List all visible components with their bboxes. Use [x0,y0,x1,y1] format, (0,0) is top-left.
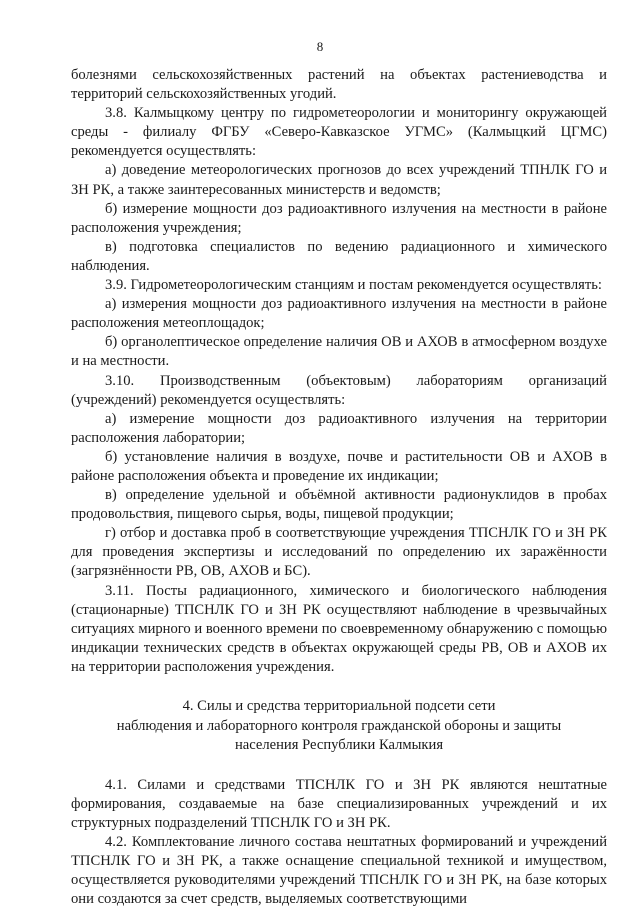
paragraph: б) измерение мощности доз радиоактивного излучения на местности в районе расположения учреждения; [71,200,607,238]
heading-line: населения Республики Калмыкия [71,736,607,756]
paragraph: 3.11. Посты радиационного, химического и биологического наблюдения (стационарные) ТПСНЛК ГО и ЗН РК осуществляют наблюдение в чрезвычайных ситуациях мирного и военного времени по своевременному обнаружению с помощью индикации технических средств в объектах окружающей среды РВ, ОВ и АХОВ их на территории расположения учреждения. [71,582,607,677]
paragraph: 4.2. Комплектование личного состава нештатных формирований и учреждений ТПСНЛК ГО и ЗН РК, а также оснащение специальной техникой и имуществом, осуществляется руководителями учреждений ТПСНЛК ГО и ЗН РК, на базе которых они создаются за счет средств, выделяемых соответствующими [71,833,607,909]
paragraph: а) доведение метеорологических прогнозов до всех учреждений ТПНЛК ГО и ЗН РК, а также заинтересованных министерств и ведомств; [71,161,607,199]
paragraph: 3.8. Калмыцкому центру по гидрометеорологии и мониторингу окружающей среды - филиалу ФГБУ «Северо-Кавказское УГМС» (Калмыцкий ЦГМС) рекомендуется осуществлять: [71,104,607,161]
paragraph: 3.10. Производственным (объектовым) лабораториям организаций (учреждений) рекомендуется осуществлять: [71,372,607,410]
paragraph: а) измерение мощности доз радиоактивного излучения на территории расположения лаборатории; [71,410,607,448]
paragraph: в) подготовка специалистов по ведению радиационного и химического наблюдения. [71,238,607,276]
page-number: 8 [0,37,640,56]
section-4-heading [71,697,607,756]
paragraph: болезнями сельскохозяйственных растений на объектах растениеводства и территорий сельскохозяйственных угодий. [71,66,607,104]
paragraph: а) измерения мощности доз радиоактивного излучения на местности в районе расположения метеоплощадок; [71,295,607,333]
paragraph: г) отбор и доставка проб в соответствующие учреждения ТПСНЛК ГО и ЗН РК для проведения экспертизы и исследований по определению их заражённости (загрязнённости РВ, ОВ, АХОВ и БС). [71,524,607,581]
heading-line: наблюдения и лабораторного контроля гражданской обороны и защиты [71,717,607,737]
section-4-paragraphs [71,776,607,909]
document-body [71,66,607,909]
paragraph: 4.1. Силами и средствами ТПСНЛК ГО и ЗН РК являются нештатные формирования, создаваемые на базе специализированных учреждений и их структурных подразделений ТПСНЛК ГО и ЗН РК. [71,776,607,833]
section-3-paragraphs [71,66,607,677]
paragraph: б) установление наличия в воздухе, почве и растительности ОВ и АХОВ в районе расположения объекта и проведение их индикации; [71,448,607,486]
paragraph: 3.9. Гидрометеорологическим станциям и постам рекомендуется осуществлять: [71,276,607,295]
paragraph: в) определение удельной и объёмной активности радионуклидов в пробах продовольствия, пищевого сырья, воды, пищевой продукции; [71,486,607,524]
heading-line: 4. Силы и средства территориальной подсети сети [71,697,607,717]
paragraph: б) органолептическое определение наличия ОВ и АХОВ в атмосферном воздухе и на местности. [71,333,607,371]
